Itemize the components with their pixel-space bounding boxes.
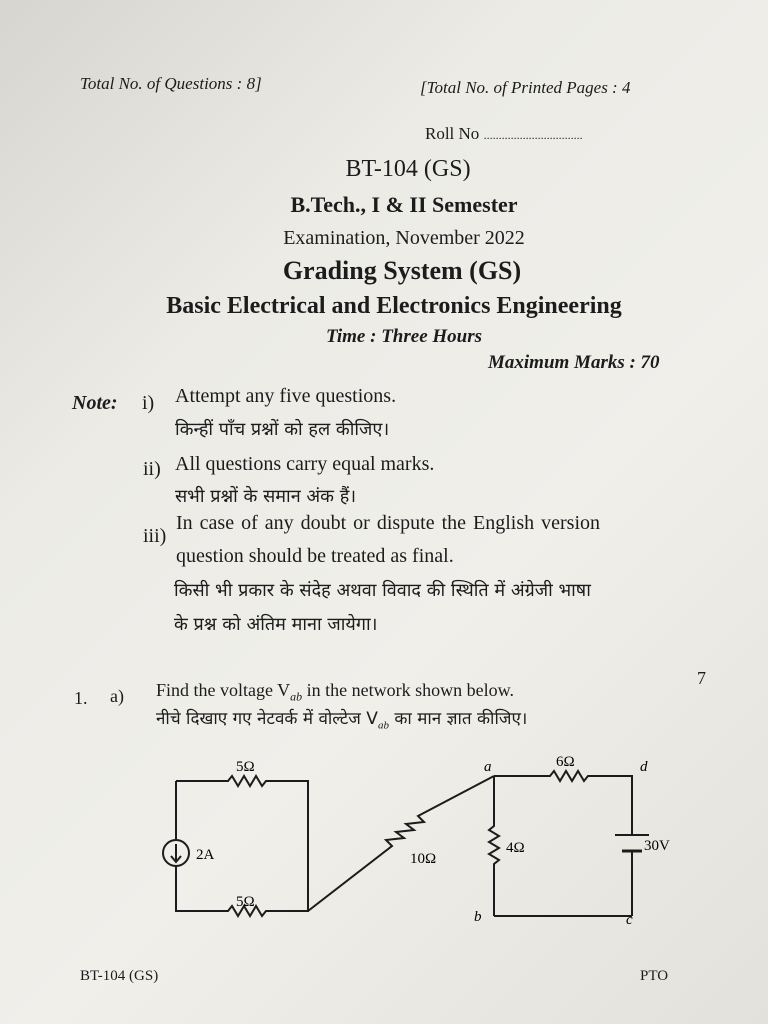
note-3-en-line2: question should be treated as final. bbox=[176, 545, 454, 567]
node-b-label: b bbox=[474, 909, 482, 925]
question-part: a) bbox=[110, 686, 124, 706]
note-2-hi: सभी प्रश्नों के समान अंक हैं। bbox=[175, 486, 357, 507]
right-loop-wire bbox=[494, 771, 632, 835]
note-2-en: All questions carry equal marks. bbox=[175, 453, 435, 475]
label-10ohm: 10Ω bbox=[410, 851, 437, 867]
roll-no bbox=[425, 124, 583, 144]
footer-code: BT-104 (GS) bbox=[80, 968, 159, 984]
paper-code: BT-104 (GS) bbox=[345, 156, 471, 182]
node-a-label: a bbox=[484, 759, 492, 775]
label-30V: 30V bbox=[644, 838, 670, 854]
total-pages: [Total No. of Printed Pages : 4 bbox=[420, 78, 631, 97]
label-5ohm-top: 5Ω bbox=[236, 759, 255, 775]
circuit-diagram bbox=[0, 740, 768, 950]
roll-no-dots: ................................. bbox=[483, 128, 583, 142]
node-c-label: c bbox=[626, 912, 633, 928]
label-6ohm: 6Ω bbox=[556, 754, 575, 770]
program: B.Tech., I & II Semester bbox=[290, 192, 518, 217]
q-en-sub: ab bbox=[290, 689, 303, 704]
note-3-en-line1: In case of any doubt or dispute the English version bbox=[176, 512, 601, 534]
question-number: 1. bbox=[74, 688, 88, 708]
maximum-marks: Maximum Marks : 70 bbox=[488, 352, 660, 373]
note-1-hi: किन्हीं पाँच प्रश्नों को हल कीजिए। bbox=[175, 419, 390, 440]
question-marks: 7 bbox=[697, 668, 706, 688]
label-4ohm: 4Ω bbox=[506, 840, 525, 856]
q-hi-post: का मान ज्ञात कीजिए। bbox=[388, 709, 528, 729]
time-allowed: Time : Three Hours bbox=[325, 326, 483, 347]
label-5ohm-bottom: 5Ω bbox=[236, 894, 255, 910]
note-1-en: Attempt any five questions. bbox=[175, 385, 397, 407]
note-2-num: ii) bbox=[143, 458, 161, 480]
q-hi-sub: ab bbox=[377, 719, 389, 732]
grading-system: Grading System (GS) bbox=[282, 256, 522, 285]
footer-pto: PTO bbox=[640, 968, 669, 984]
question-text-en bbox=[156, 680, 514, 705]
total-questions: Total No. of Questions : 8] bbox=[80, 74, 262, 93]
exam-title: Examination, November 2022 bbox=[283, 227, 525, 249]
vertical-resistor bbox=[489, 776, 499, 916]
note-3-hi-line2: के प्रश्न को अंतिम माना जायेगा। bbox=[174, 614, 378, 635]
node-d-label: d bbox=[640, 759, 648, 775]
q-en-pre: Find the voltage V bbox=[156, 680, 291, 700]
q-hi-pre: नीचे दिखाए गए नेटवर्क में वोल्टेज V bbox=[156, 709, 378, 729]
q-en-post: in the network shown below. bbox=[302, 680, 514, 700]
subject-title: Basic Electrical and Electronics Engineering bbox=[166, 293, 622, 319]
note-3-hi-line1: किसी भी प्रकार के संदेह अथवा विवाद की स्थिति में अंग्रेजी भाषा bbox=[174, 580, 591, 601]
label-2A: 2A bbox=[196, 847, 215, 863]
note-1-num: i) bbox=[142, 392, 155, 414]
diagonal-wire bbox=[308, 776, 494, 911]
note-3-num: iii) bbox=[143, 525, 167, 547]
question-text-hi bbox=[156, 706, 527, 731]
note-label: Note: bbox=[72, 392, 118, 414]
roll-no-label: Roll No bbox=[425, 124, 480, 143]
